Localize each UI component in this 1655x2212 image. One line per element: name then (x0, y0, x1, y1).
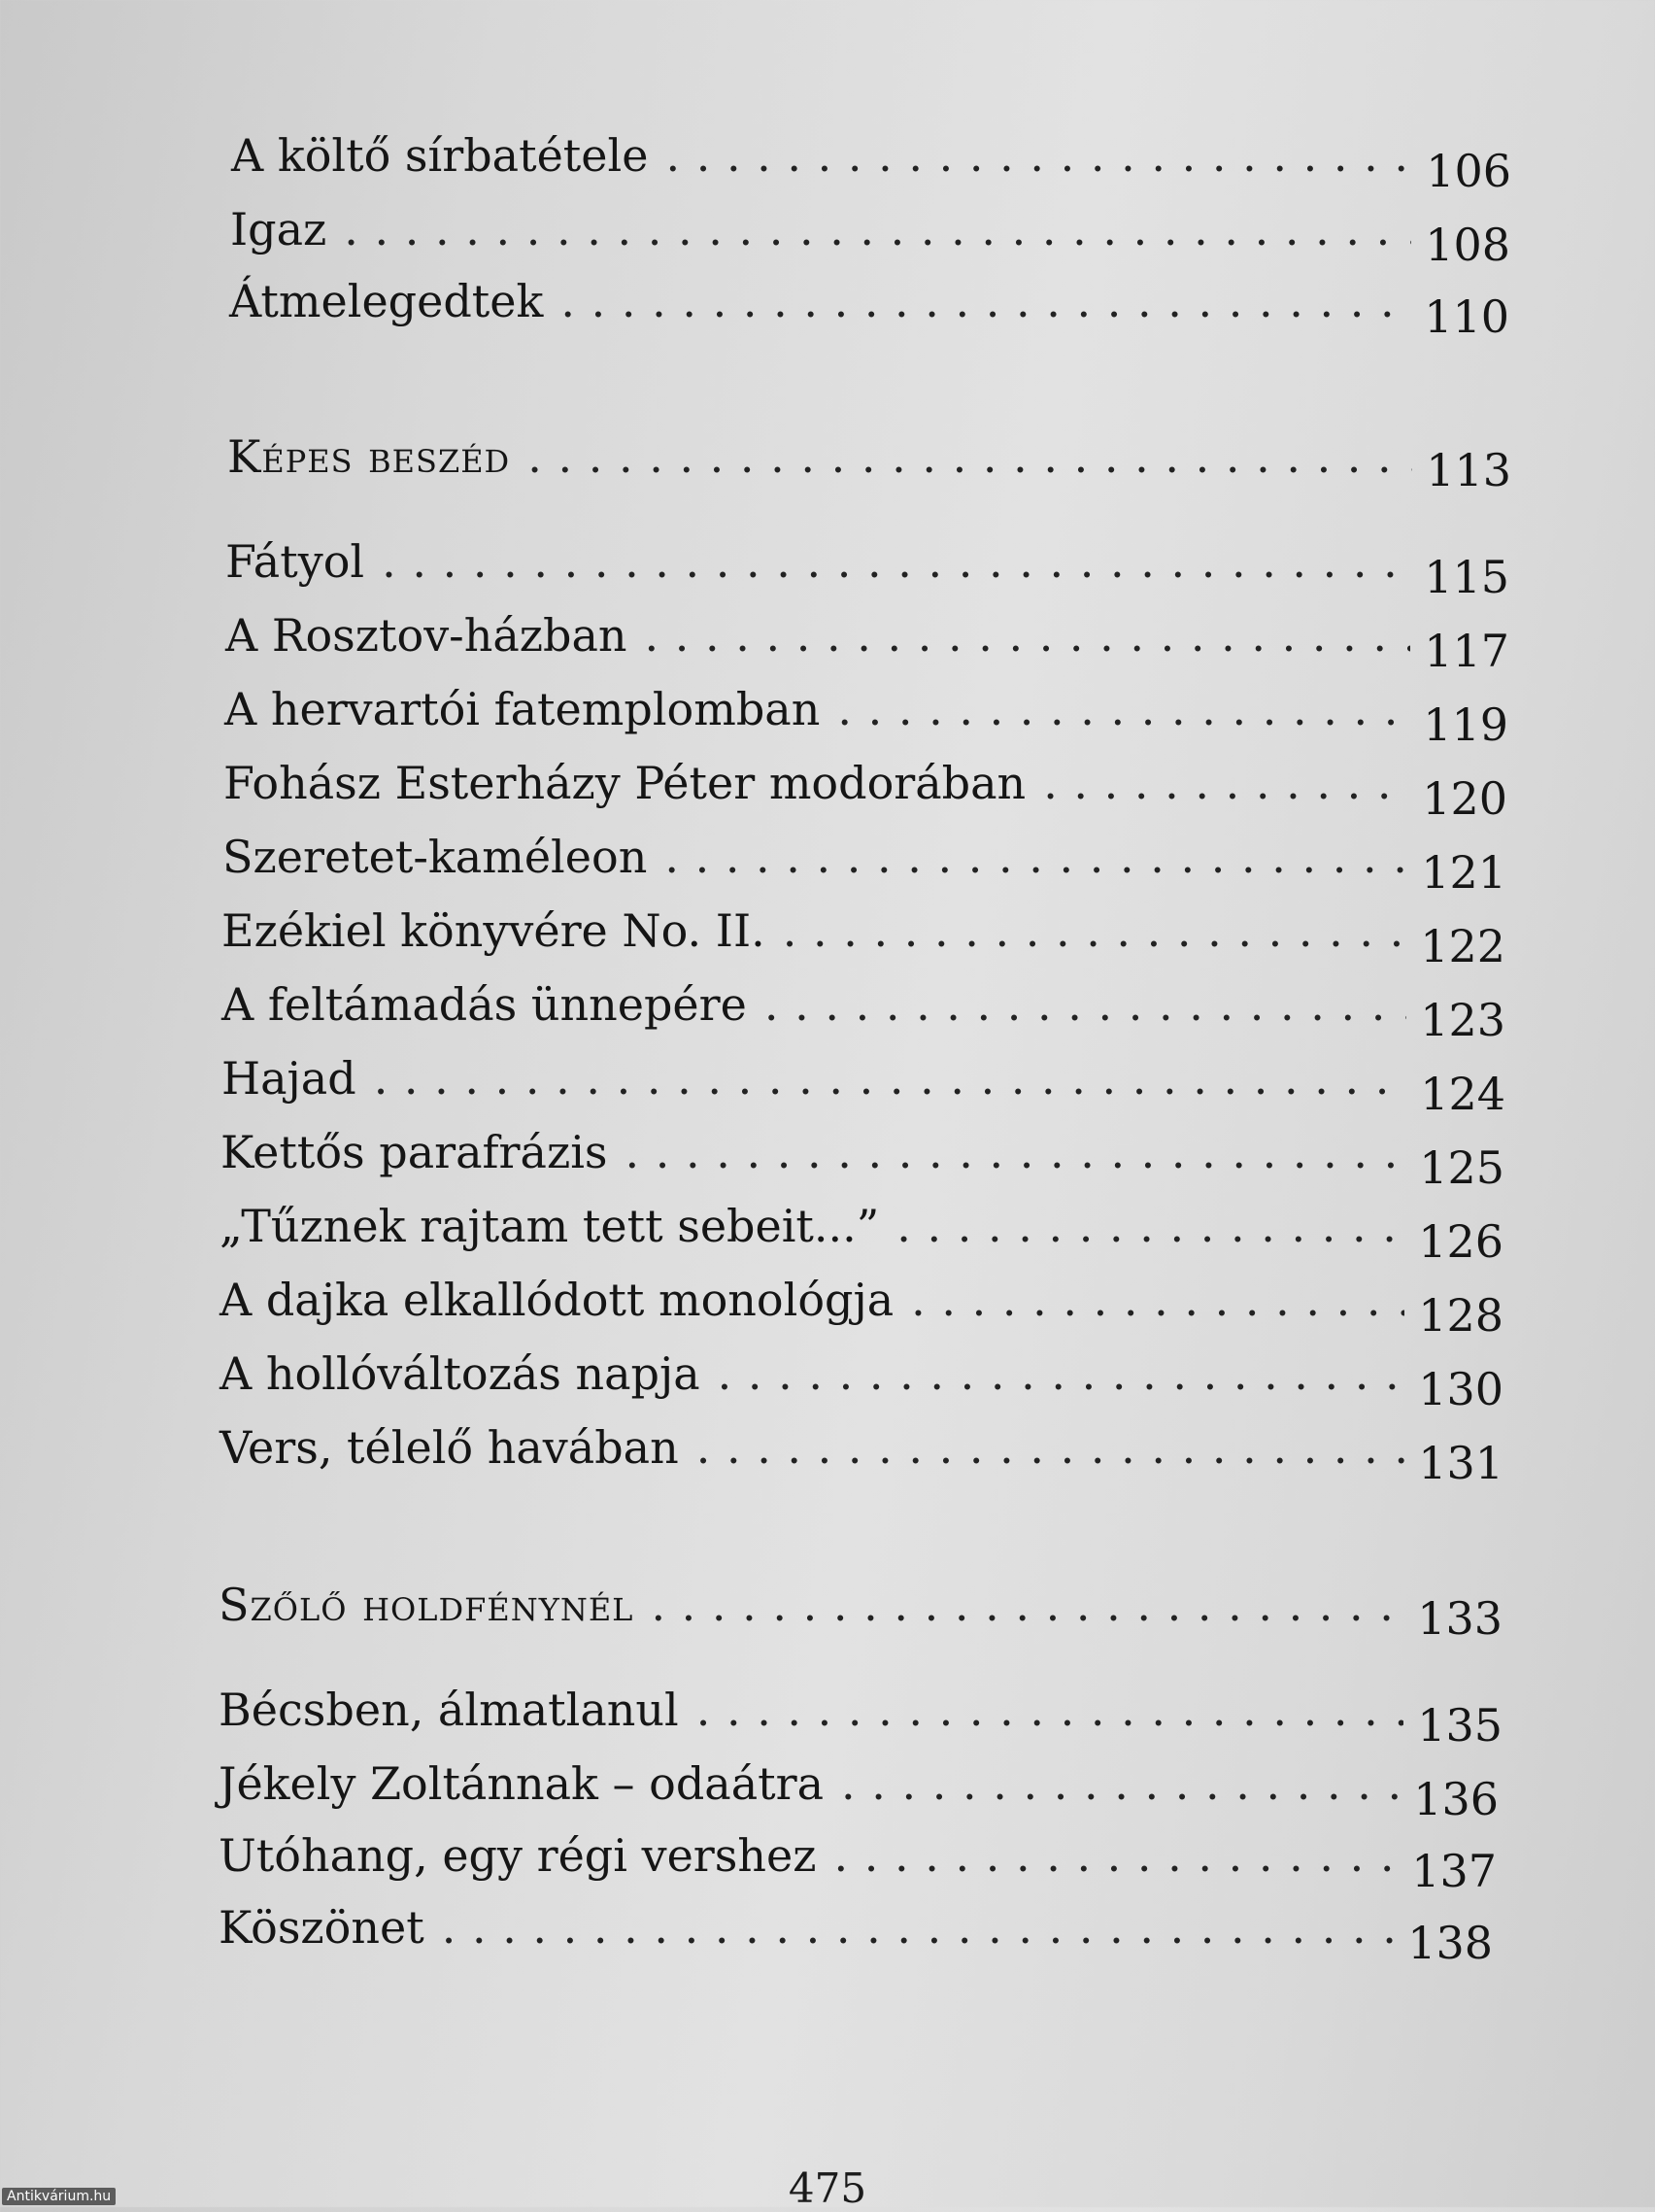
dot-leader (896, 1197, 1404, 1255)
dot-leader (664, 828, 1407, 886)
toc-entry-title: Köszönet (219, 1901, 424, 1954)
dot-leader (382, 532, 1410, 591)
dot-leader (764, 975, 1406, 1034)
toc-entry-vers-telelo-havaban (220, 1418, 1503, 1489)
toc-entry-title: Utóhang, egy régi vershez (219, 1829, 817, 1882)
section-heading-title: Képes beszéd (227, 430, 511, 483)
dot-leader (837, 680, 1409, 738)
toc-entry-becsben-almatlanul (219, 1681, 1503, 1752)
toc-entry-title: A feltámadás ünnepére (221, 978, 747, 1031)
section-heading-page-number: 113 (1426, 444, 1511, 496)
toc-entry-title: Átmelegedtek (229, 275, 544, 327)
toc-entry-tuznek-rajtam-tett-sebeit (220, 1197, 1503, 1268)
dot-leader (344, 200, 1411, 258)
toc-entry-igaz (230, 200, 1510, 271)
toc-entry-page-number: 125 (1419, 1141, 1504, 1194)
toc-entry-title: Fohász Esterházy Péter modorában (223, 757, 1027, 809)
dot-leader (645, 606, 1411, 664)
toc-entry-page-number: 119 (1423, 698, 1508, 751)
section-heading-page-number: 133 (1417, 1592, 1503, 1645)
toc-entry-a-rosztov-hazban (225, 606, 1509, 677)
toc-entry-page-number: 121 (1421, 846, 1506, 899)
toc-entry-title: Bécsben, álmatlanul (219, 1684, 679, 1736)
toc-entry-title: A költő sírbatétele (231, 129, 649, 182)
toc-entry-page-number: 130 (1418, 1363, 1503, 1415)
toc-entry-title: Ezékiel könyvére No. II. (221, 904, 765, 957)
dot-leader (696, 1418, 1404, 1477)
dot-leader (560, 272, 1410, 330)
toc-entry-hajad (221, 1049, 1505, 1120)
dot-leader (911, 1271, 1404, 1329)
toc-entry-page-number: 124 (1420, 1068, 1505, 1120)
section-heading-szolo-holdfenynel (219, 1576, 1503, 1645)
site-watermark: Antikvárium.hu (2, 2188, 116, 2205)
section-heading-title: Szőlő holdfénynél (219, 1579, 634, 1631)
dot-leader (841, 1754, 1400, 1813)
dot-leader (718, 1344, 1405, 1403)
dot-leader (783, 902, 1406, 960)
toc-entry-atmelegedtek (229, 272, 1509, 343)
toc-entry-page-number: 135 (1417, 1699, 1503, 1752)
toc-entry-title: A hollóváltozás napja (220, 1347, 700, 1400)
toc-entry-page-number: 120 (1422, 772, 1507, 825)
toc-entry-title: Jékely Zoltánnak – odaátra (219, 1757, 825, 1810)
toc-entry-page-number: 136 (1413, 1773, 1499, 1825)
toc-entry-page-number: 106 (1426, 145, 1511, 197)
toc-entry-page-number: 108 (1425, 219, 1510, 271)
toc-entry-koszonet (219, 1898, 1493, 1969)
toc-entry-szeretet-kameleon (222, 828, 1506, 899)
dot-leader (665, 126, 1412, 185)
section-heading-kepes-beszed (227, 427, 1511, 496)
toc-entry-title: A Rosztov-házban (225, 609, 627, 662)
dot-leader (527, 427, 1412, 486)
toc-entry-kettos-parafrazis (220, 1123, 1504, 1194)
toc-entry-jekely-zoltannak-odaatra (219, 1754, 1499, 1825)
toc-entry-page-number: 131 (1418, 1437, 1503, 1489)
toc-entry-page-number: 115 (1424, 551, 1509, 603)
toc-entry-page-number: 126 (1418, 1215, 1503, 1268)
dot-leader (833, 1826, 1398, 1885)
toc-entry-page-number: 110 (1424, 290, 1509, 343)
page-number: 475 (788, 2164, 867, 2212)
toc-entry-a-feltamadas-unnepere (221, 975, 1505, 1046)
dot-leader (374, 1049, 1407, 1107)
dot-leader (1043, 754, 1408, 812)
dot-leader (696, 1681, 1403, 1739)
toc-entry-page-number: 117 (1424, 625, 1509, 677)
toc-entry-page-number: 138 (1407, 1917, 1493, 1969)
toc-entry-title: Hajad (221, 1052, 356, 1105)
toc-entry-ezekiel-konyvere-no-ii (221, 902, 1505, 972)
toc-entry-page-number: 122 (1420, 920, 1505, 972)
toc-entry-a-hollovaltozas-napja (220, 1344, 1503, 1415)
toc-entry-page-number: 128 (1418, 1289, 1503, 1342)
toc-entry-title: A dajka elkallódott monológja (220, 1274, 895, 1326)
dot-leader (651, 1576, 1403, 1634)
toc-entry-title: Igaz (230, 203, 327, 255)
toc-entry-a-hervartoi-fatemplomban (224, 680, 1508, 751)
toc-entry-page-number: 137 (1411, 1845, 1497, 1897)
toc-entry-page-number: 123 (1420, 994, 1505, 1046)
toc-entry-title: „Tűznek rajtam tett sebeit...” (220, 1200, 880, 1252)
toc-entry-fohasz-esterhazy-peter-modoraban (223, 754, 1507, 825)
toc-entry-fatyol (225, 532, 1509, 603)
toc-entry-a-kolto-sirbatetele (231, 126, 1511, 197)
dot-leader (625, 1123, 1406, 1181)
toc-entry-a-dajka-elkallodott-monologja (220, 1271, 1503, 1342)
toc-entry-title: A hervartói fatemplomban (224, 683, 821, 735)
toc-entry-title: Kettős parafrázis (220, 1126, 608, 1178)
dot-leader (442, 1898, 1394, 1957)
toc-entry-title: Vers, télelő havában (220, 1421, 679, 1474)
toc-entry-title: Szeretet-kaméleon (222, 831, 648, 883)
toc-entry-title: Fátyol (225, 535, 365, 588)
toc-entry-utohang-egy-regi vershez (219, 1826, 1497, 1897)
